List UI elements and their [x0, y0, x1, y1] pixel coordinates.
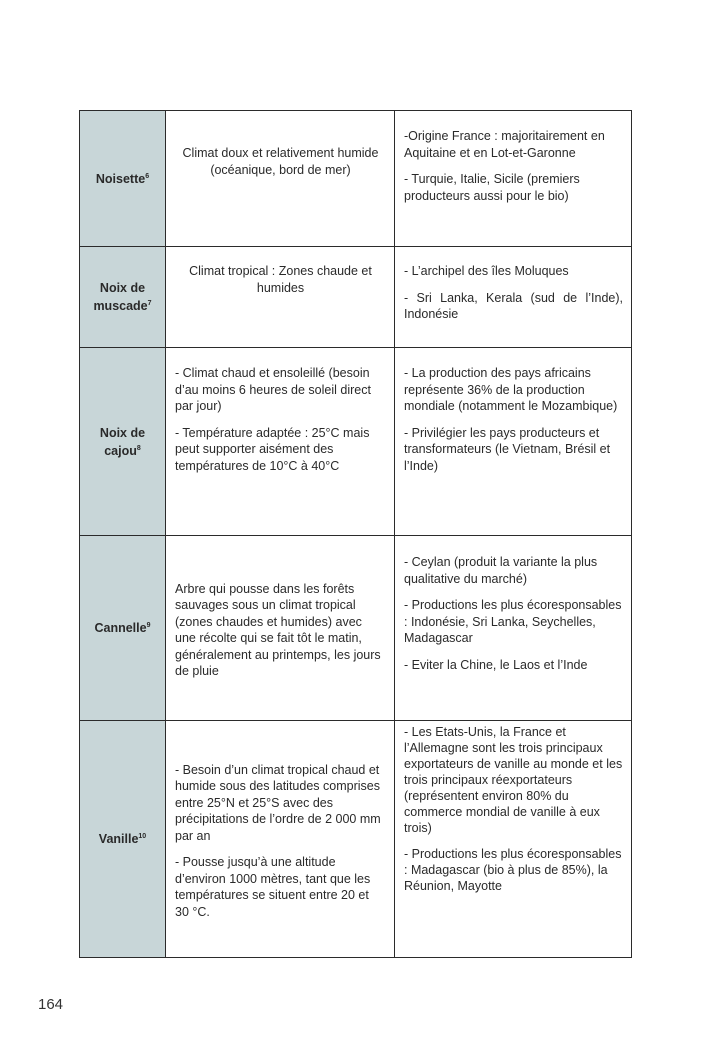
- origin-cell: [395, 247, 632, 348]
- climate-cell: [166, 721, 395, 958]
- spice-name-cell: [80, 247, 166, 348]
- page-number: 164: [38, 996, 64, 1013]
- climate-text: Arbre qui pousse dans les forêts sauvages sous un climat tropical (zones chaudes et humides) avec une récolte qui se fait tôt le matin, généralement au printemps, les jours de pluie: [175, 581, 381, 678]
- climate-cell: [166, 247, 395, 348]
- origin-text: - Turquie, Italie, Sicile (premiers producteurs aussi pour le bio): [404, 172, 580, 203]
- spice-name: Noisette: [95, 171, 146, 186]
- origin-cell: [395, 536, 632, 721]
- spice-table: [79, 110, 632, 958]
- spice-name-cell: [80, 721, 166, 958]
- origin-text: - Sri Lanka, Kerala (sud de l’Inde), Indonésie: [404, 290, 623, 321]
- spice-name: Vanille: [98, 832, 139, 846]
- spice-name: Noix de cajou: [99, 425, 146, 458]
- footnote-ref: 7: [147, 299, 152, 307]
- spice-name-cell: [80, 536, 166, 721]
- origin-text: - Eviter la Chine, le Laos et l’Inde: [404, 657, 588, 672]
- spice-name-cell: [80, 348, 166, 536]
- spice-name: Cannelle: [94, 621, 147, 635]
- table-row: [80, 536, 632, 721]
- spice-name: Noix de muscade: [93, 281, 148, 313]
- origin-text: - Productions les plus écoresponsables : Indonésie, Sri Lanka, Seychelles, Madagascar: [404, 598, 622, 645]
- climate-cell: [166, 536, 395, 721]
- table-row: [80, 721, 632, 958]
- origin-cell: [395, 348, 632, 536]
- footnote-ref: 6: [145, 172, 150, 180]
- origin-text: - La production des pays africains représente 36% de la production mondiale (notamment le Mozambique): [404, 366, 618, 413]
- climate-text: Climat tropical : Zones chaude et humides: [189, 264, 372, 295]
- footnote-ref: 8: [136, 444, 141, 452]
- origin-text: - Ceylan (produit la variante la plus qualitative du marché): [404, 555, 598, 586]
- climate-text: - Température adaptée : 25°C mais peut supporter aisément des températures de 10°C à 40°C: [175, 425, 370, 473]
- table-row: [80, 247, 632, 348]
- spice-name-cell: [80, 111, 166, 247]
- footnote-ref: 9: [146, 621, 151, 629]
- table-row: [80, 111, 632, 247]
- climate-text: - Besoin d’un climat tropical chaud et humide sous des latitudes comprises entre 25°N et 25°S avec des précipitations de l’ordre de 2 000 mm par an: [175, 762, 381, 843]
- origin-text: -Origine France : majoritairement en Aquitaine et en Lot-et-Garonne: [404, 129, 605, 160]
- climate-cell: [166, 348, 395, 536]
- climate-text: Climat doux et relativement humide (océanique, bord de mer): [182, 146, 379, 177]
- origin-cell: [395, 721, 632, 958]
- climate-text: - Climat chaud et ensoleillé (besoin d’au moins 6 heures de soleil direct par jour): [175, 366, 371, 413]
- climate-cell: [166, 111, 395, 247]
- origin-text: - Privilégier les pays producteurs et transformateurs (le Vietnam, Brésil et l’Inde): [404, 425, 611, 473]
- origin-text: - Les Etats-Unis, la France et l’Allemagne sont les trois principaux exportateurs de vanille au monde et les trois principaux réexportateurs (représentent environ 80% du commerce mondial de vanille à eux trois): [404, 725, 623, 835]
- climate-text: - Pousse jusqu’à une altitude d’environ 1000 mètres, tant que les températures se situent entre 20 et 30 °C.: [175, 855, 371, 919]
- table-row: [80, 348, 632, 536]
- footnote-ref: 10: [138, 832, 147, 840]
- origin-text: - L’archipel des îles Moluques: [404, 264, 569, 278]
- origin-text: - Productions les plus écoresponsables : Madagascar (bio à plus de 85%), la Réunion, Mayotte: [404, 847, 622, 893]
- origin-cell: [395, 111, 632, 247]
